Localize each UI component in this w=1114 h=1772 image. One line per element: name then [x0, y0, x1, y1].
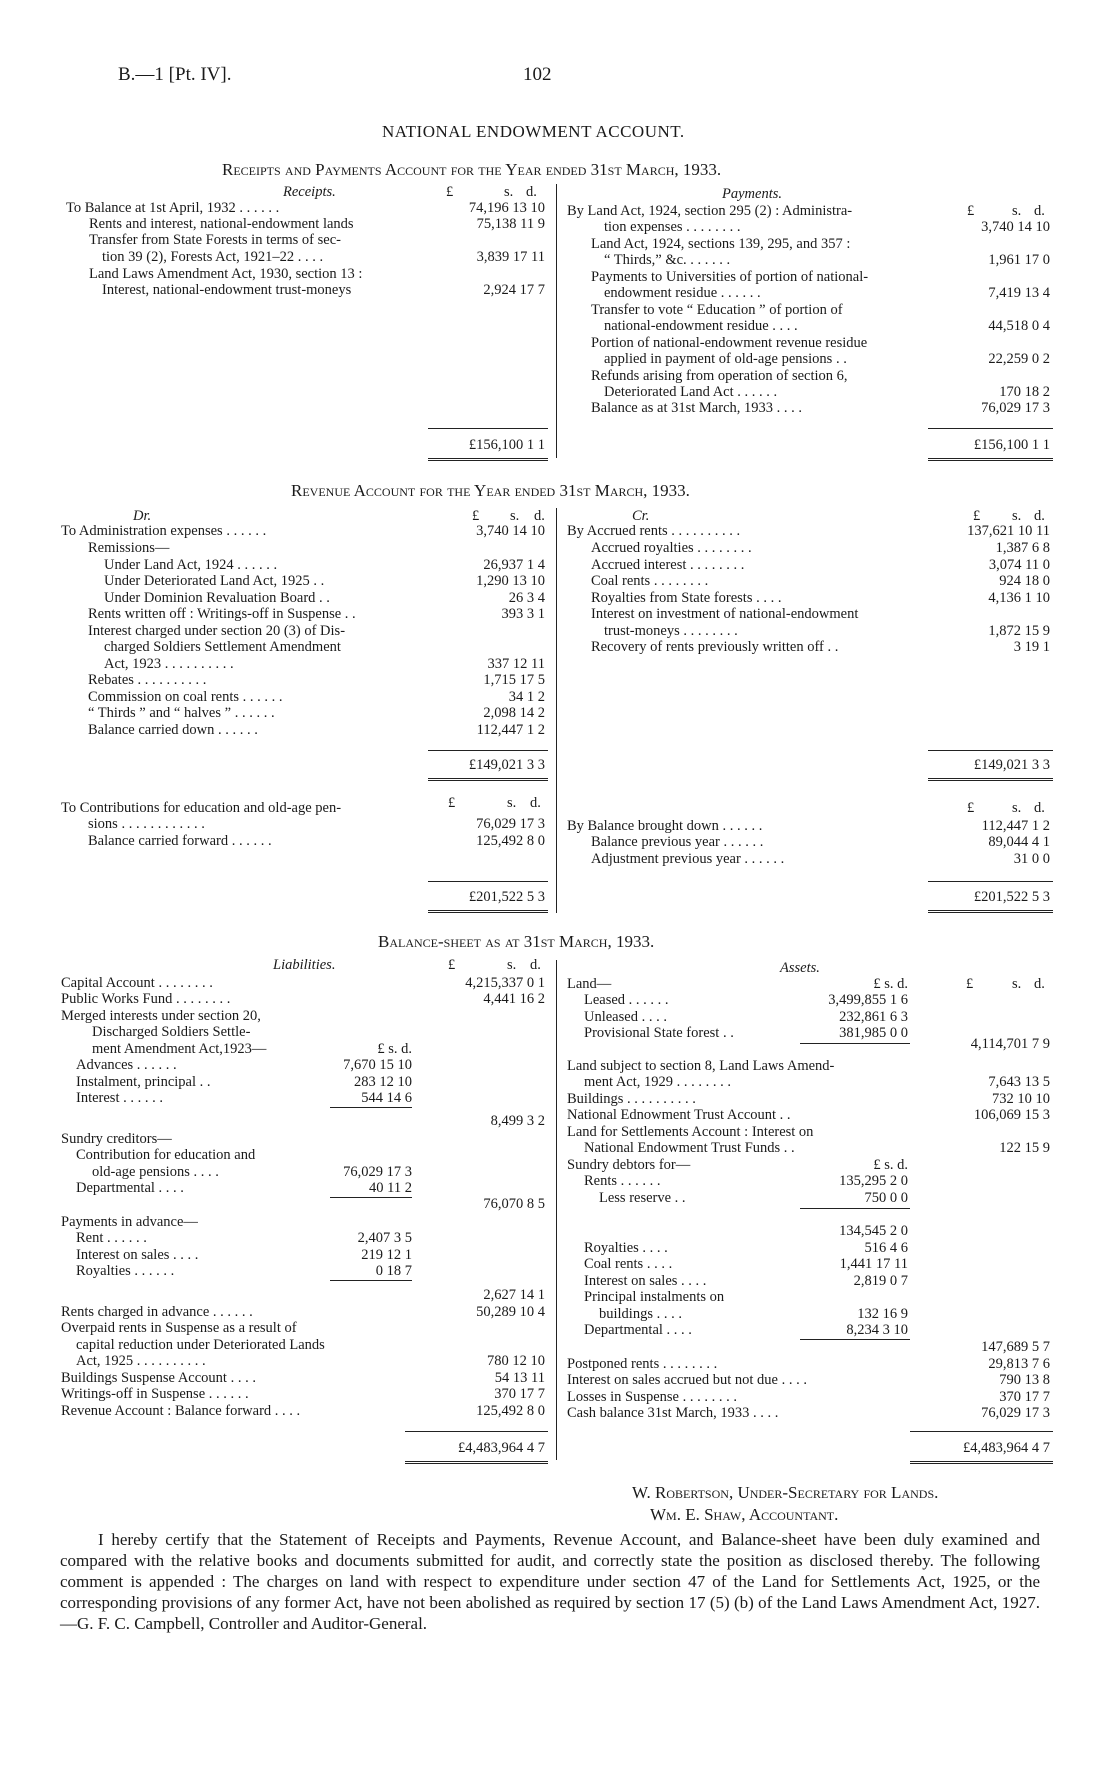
- liability-sub-amount: £ s. d.: [377, 1041, 412, 1057]
- receipt-amount: 75,138 11 9: [476, 216, 545, 232]
- liability-amount: 76,070 8 5: [483, 1196, 545, 1212]
- cr-line: Coal rents . . . . . . . .: [591, 573, 709, 589]
- pence-header: d.: [530, 957, 541, 973]
- asset-line: Principal instalments on: [584, 1289, 725, 1305]
- asset-line: Postponed rents . . . . . . . .: [567, 1356, 718, 1372]
- asset-line: ment Act, 1929 . . . . . . . .: [584, 1074, 732, 1090]
- dr-line: Under Deteriorated Land Act, 1925 . .: [104, 573, 325, 589]
- liability-amount: 4,441 16 2: [483, 991, 545, 1007]
- audit-certificate: I hereby certify that the Statement of Receipts and Payments, Revenue Account, and Balance-sheet have been duly examined and compared with the relative books and documents submitted for audit, and correctly state the position as disclosed thereby. The following comment is appended : The charges on land with respect to expenditure under section 47 of the Land for Settlements Act, 1925, or the corresponding provisions of any former Act, have not been abolished as required by section 17 (5) (b) of the Land Laws Amendment Act, 1927.—G. F. C. Campbell, Controller and Auditor-General.: [60, 1530, 1040, 1633]
- cr2-line: By Balance brought down . . . . . .: [567, 818, 763, 834]
- dr-amount: 3,740 14 10: [476, 523, 545, 539]
- receipt-line: Land Laws Amendment Act, 1930, section 13 :: [89, 266, 363, 282]
- asset-line: Less reserve . .: [599, 1190, 686, 1206]
- liability-sub-amount: 283 12 10: [354, 1074, 412, 1090]
- payment-line: tion expenses . . . . . . . .: [604, 219, 741, 235]
- liability-line: Buildings Suspense Account . . . .: [61, 1370, 256, 1386]
- liability-line: Revenue Account : Balance forward . . . .: [61, 1403, 301, 1419]
- receipt-line: To Balance at 1st April, 1932 . . . . . .: [66, 200, 280, 216]
- liability-sub-amount: 544 14 6: [361, 1090, 412, 1106]
- liability-sub-amount: 0 18 7: [375, 1263, 412, 1279]
- asset-sub-amount: 750 0 0: [864, 1190, 908, 1206]
- cr-amount: 3 19 1: [1013, 639, 1050, 655]
- cr-line: Interest on investment of national-endowment: [591, 606, 859, 622]
- shilling-header: s.: [1012, 203, 1022, 219]
- liability-line: Royalties . . . . . .: [76, 1263, 175, 1279]
- cr-line: By Accrued rents . . . . . . . . . .: [567, 523, 741, 539]
- dr-line: Act, 1923 . . . . . . . . . .: [104, 656, 234, 672]
- liability-amount: 370 17 7: [494, 1386, 545, 1402]
- liability-amount: 54 13 11: [494, 1370, 545, 1386]
- liability-sub-amount: 219 12 1: [361, 1247, 412, 1263]
- liability-line: Contribution for education and: [76, 1147, 256, 1163]
- asset-amount: 147,689 5 7: [981, 1339, 1050, 1355]
- shilling-header: s.: [507, 957, 517, 973]
- asset-sub-amount: 135,295 2 0: [839, 1173, 908, 1189]
- cr-amount: 1,387 6 8: [995, 540, 1050, 556]
- liability-line: capital reduction under Deteriorated Lands: [76, 1337, 325, 1353]
- liability-amount: 4,215,337 0 1: [465, 975, 545, 991]
- cr-line: Accrued royalties . . . . . . . .: [591, 540, 752, 556]
- asset-amount: 7,643 13 5: [988, 1074, 1050, 1090]
- pound-header: £: [448, 795, 456, 811]
- dr-line: Remissions—: [88, 540, 170, 556]
- asset-amount: 76,029 17 3: [981, 1405, 1050, 1421]
- pound-header: £: [967, 203, 975, 219]
- assets-label: Assets.: [780, 960, 820, 976]
- payment-amount: 76,029 17 3: [981, 400, 1050, 416]
- dr-line: Under Dominion Revaluation Board . .: [104, 590, 330, 606]
- dr-line: Rebates . . . . . . . . . .: [88, 672, 207, 688]
- liability-line: Instalment, principal . .: [76, 1074, 211, 1090]
- dr-amount: 1,290 13 10: [476, 573, 545, 589]
- payment-line: Refunds arising from operation of section 6,: [591, 368, 848, 384]
- liability-line: Interest on sales . . . .: [76, 1247, 199, 1263]
- dr-label: Dr.: [133, 508, 152, 524]
- dr-amount: 2,098 14 2: [483, 705, 545, 721]
- dr-line: Interest charged under section 20 (3) of Dis-: [88, 623, 346, 639]
- shilling-header: s.: [1012, 976, 1022, 992]
- liability-line: Writings-off in Suspense . . . . . .: [61, 1386, 249, 1402]
- liability-amount: 125,492 8 0: [476, 1403, 545, 1419]
- receipt-amount: 74,196 13 10: [468, 200, 545, 216]
- pence-header: d.: [530, 795, 541, 811]
- liability-line: Rent . . . . . .: [76, 1230, 147, 1246]
- asset-amount: 29,813 7 6: [988, 1356, 1050, 1372]
- asset-amount: 370 17 7: [999, 1389, 1050, 1405]
- revenue-heading: Revenue Account for the Year ended 31st March, 1933.: [291, 481, 690, 500]
- asset-sub-amount: 2,819 0 7: [853, 1273, 908, 1289]
- asset-line: Provisional State forest . .: [584, 1025, 734, 1041]
- payment-amount: 170 18 2: [999, 384, 1050, 400]
- liability-line: Rents charged in advance . . . . . .: [61, 1304, 253, 1320]
- cr-amount: 137,621 10 11: [967, 523, 1050, 539]
- liability-sub-amount: 7,670 15 10: [343, 1057, 412, 1073]
- liability-amount: 780 12 10: [487, 1353, 545, 1369]
- dr-line: Under Land Act, 1924 . . . . . .: [104, 557, 278, 573]
- payment-line: Payments to Universities of portion of national-: [591, 269, 869, 285]
- payment-amount: 7,419 13 4: [988, 285, 1050, 301]
- asset-line: Departmental . . . .: [584, 1322, 692, 1338]
- liability-amount: 50,289 10 4: [476, 1304, 545, 1320]
- liability-line: Sundry creditors—: [61, 1131, 172, 1147]
- cr-line: Recovery of rents previously written off . .: [591, 639, 839, 655]
- receipt-amount: 3,839 17 11: [476, 249, 545, 265]
- pound-header: £: [472, 508, 480, 524]
- asset-line: Cash balance 31st March, 1933 . . . .: [567, 1405, 779, 1421]
- asset-line: Sundry debtors for—: [567, 1157, 691, 1173]
- dr-amount: 26,937 1 4: [483, 557, 545, 573]
- pound-header: £: [446, 184, 454, 200]
- payment-line: Portion of national-endowment revenue residue: [591, 335, 868, 351]
- cr-amount: 1,872 15 9: [988, 623, 1050, 639]
- payment-line: endowment residue . . . . . .: [604, 285, 761, 301]
- liability-sub-amount: 2,407 3 5: [357, 1230, 412, 1246]
- pence-header: d.: [1034, 508, 1045, 524]
- receipts-payments-heading: Receipts and Payments Account for the Year ended 31st March, 1933.: [222, 160, 722, 179]
- payment-line: national-endowment residue . . . .: [604, 318, 798, 334]
- payment-line: applied in payment of old-age pensions . .: [604, 351, 847, 367]
- liabilities-total: £4,483,964 4 7: [458, 1440, 545, 1456]
- shilling-header: s.: [507, 795, 517, 811]
- dr-amount: 112,447 1 2: [476, 722, 545, 738]
- pound-header: £: [973, 508, 981, 524]
- asset-line: buildings . . . .: [599, 1306, 682, 1322]
- dr-total: £149,021 3 3: [468, 757, 545, 773]
- asset-sub-amount: 134,545 2 0: [839, 1223, 908, 1239]
- dr2-line: sions . . . . . . . . . . . .: [88, 816, 205, 832]
- pence-header: d.: [534, 508, 545, 524]
- asset-line: Royalties . . . .: [584, 1240, 668, 1256]
- pound-header: £: [966, 976, 974, 992]
- liability-line: Overpaid rents in Suspense as a result of: [61, 1320, 297, 1336]
- asset-line: Land subject to section 8, Land Laws Amend-: [567, 1058, 835, 1074]
- payment-line: Land Act, 1924, sections 139, 295, and 357 :: [591, 236, 851, 252]
- signature-accountant: Wm. E. Shaw, Accountant.: [650, 1505, 839, 1524]
- receipt-line: Rents and interest, national-endowment lands: [89, 216, 354, 232]
- asset-line: Interest on sales . . . .: [584, 1273, 707, 1289]
- asset-amount: 122 15 9: [999, 1140, 1050, 1156]
- asset-sub-amount: £ s. d.: [873, 1157, 908, 1173]
- asset-amount: 4,114,701 7 9: [970, 1036, 1050, 1052]
- liability-line: Payments in advance—: [61, 1214, 198, 1230]
- payment-amount: 22,259 0 2: [988, 351, 1050, 367]
- cr2-amount: 112,447 1 2: [981, 818, 1050, 834]
- dr2-amount: 76,029 17 3: [476, 816, 545, 832]
- dr-line: “ Thirds ” and “ halves ” . . . . . .: [88, 705, 275, 721]
- asset-line: Buildings . . . . . . . . . .: [567, 1091, 696, 1107]
- cr-total: £149,021 3 3: [973, 757, 1050, 773]
- payment-amount: 44,518 0 4: [988, 318, 1050, 334]
- asset-line: Losses in Suspense . . . . . . . .: [567, 1389, 737, 1405]
- pence-header: d.: [526, 184, 537, 200]
- cr-amount: 3,074 11 0: [988, 557, 1050, 573]
- dr2-line: To Contributions for education and old-age pen-: [61, 800, 342, 816]
- liabilities-label: Liabilities.: [273, 957, 336, 973]
- liability-line: Public Works Fund . . . . . . . .: [61, 991, 231, 1007]
- receipt-line: tion 39 (2), Forests Act, 1921–22 . . . .: [102, 249, 324, 265]
- asset-line: Land for Settlements Account : Interest on: [567, 1124, 814, 1140]
- asset-line: Unleased . . . .: [584, 1009, 667, 1025]
- shilling-header: s.: [1012, 800, 1022, 816]
- liability-amount: 2,627 14 1: [483, 1287, 545, 1303]
- liability-line: ment Amendment Act,1923—: [92, 1041, 267, 1057]
- asset-line: National Ednowment Trust Account . .: [567, 1107, 791, 1123]
- dr-line: Commission on coal rents . . . . . .: [88, 689, 283, 705]
- asset-sub-amount: 8,234 3 10: [846, 1322, 908, 1338]
- dr2-line: Balance carried forward . . . . . .: [88, 833, 272, 849]
- dr-line: To Administration expenses . . . . . .: [61, 523, 267, 539]
- payments-label: Payments.: [722, 186, 782, 202]
- asset-line: Interest on sales accrued but not due . . . .: [567, 1372, 807, 1388]
- dr-amount: 26 3 4: [508, 590, 545, 606]
- liability-amount: 8,499 3 2: [490, 1113, 545, 1129]
- pound-header: £: [967, 800, 975, 816]
- pence-header: d.: [1034, 800, 1045, 816]
- asset-amount: 790 13 8: [999, 1372, 1050, 1388]
- liability-sub-amount: 76,029 17 3: [343, 1164, 412, 1180]
- dr2-amount: 125,492 8 0: [476, 833, 545, 849]
- dr2-total: £201,522 5 3: [468, 889, 545, 905]
- pence-header: d.: [1034, 203, 1045, 219]
- signature-under-secretary: W. Robertson, Under-Secretary for Lands.: [632, 1483, 939, 1502]
- liability-line: Advances . . . . . .: [76, 1057, 177, 1073]
- cr-line: Royalties from State forests . . . .: [591, 590, 782, 606]
- asset-sub-amount: 132 16 9: [857, 1306, 908, 1322]
- liability-line: old-age pensions . . . .: [92, 1164, 219, 1180]
- liability-line: Interest . . . . . .: [76, 1090, 163, 1106]
- cr2-line: Adjustment previous year . . . . . .: [591, 851, 785, 867]
- payment-line: Deteriorated Land Act . . . . . .: [604, 384, 778, 400]
- payment-amount: 1,961 17 0: [988, 252, 1050, 268]
- payment-line: Transfer to vote “ Education ” of portion of: [591, 302, 843, 318]
- shilling-header: s.: [504, 184, 514, 200]
- asset-amount: 106,069 15 3: [973, 1107, 1050, 1123]
- dr-line: Rents written off : Writings-off in Suspense . .: [88, 606, 356, 622]
- dr-amount: 337 12 11: [487, 656, 545, 672]
- asset-sub-amount: £ s. d.: [873, 976, 908, 992]
- dr-line: Balance carried down . . . . . .: [88, 722, 258, 738]
- payment-line: By Land Act, 1924, section 295 (2) : Administra-: [567, 203, 853, 219]
- pence-header: d.: [1034, 976, 1045, 992]
- asset-amount: 732 10 10: [992, 1091, 1050, 1107]
- balance-sheet-heading: Balance-sheet as at 31st March, 1933.: [378, 932, 655, 951]
- assets-total: £4,483,964 4 7: [963, 1440, 1050, 1456]
- asset-line: National Endowment Trust Funds . .: [584, 1140, 795, 1156]
- asset-line: Leased . . . . . .: [584, 992, 669, 1008]
- receipts-label: Receipts.: [283, 184, 336, 200]
- cr-label: Cr.: [632, 508, 650, 524]
- asset-line: Land—: [567, 976, 612, 992]
- pound-header: £: [448, 957, 456, 973]
- cr2-amount: 31 0 0: [1013, 851, 1050, 867]
- asset-line: Coal rents . . . .: [584, 1256, 673, 1272]
- cr-amount: 4,136 1 10: [988, 590, 1050, 606]
- receipt-line: Transfer from State Forests in terms of sec-: [89, 232, 341, 248]
- payment-line: “ Thirds,” &c. . . . . . .: [604, 252, 731, 268]
- payments-total: £156,100 1 1: [973, 437, 1050, 453]
- liability-sub-amount: 40 11 2: [369, 1180, 412, 1196]
- payment-amount: 3,740 14 10: [981, 219, 1050, 235]
- shilling-header: s.: [510, 508, 520, 524]
- page-number: 102: [523, 64, 552, 85]
- cr2-amount: 89,044 4 1: [988, 834, 1050, 850]
- dr-amount: 393 3 1: [501, 606, 545, 622]
- dr-line: charged Soldiers Settlement Amendment: [104, 639, 341, 655]
- asset-sub-amount: 3,499,855 1 6: [828, 992, 908, 1008]
- receipt-amount: 2,924 17 7: [483, 282, 545, 298]
- liability-line: Act, 1925 . . . . . . . . . .: [76, 1353, 206, 1369]
- liability-line: Merged interests under section 20,: [61, 1008, 261, 1024]
- liability-line: Capital Account . . . . . . . .: [61, 975, 213, 991]
- asset-sub-amount: 232,861 6 3: [839, 1009, 908, 1025]
- payment-line: Balance as at 31st March, 1933 . . . .: [591, 400, 803, 416]
- liability-line: Discharged Soldiers Settle-: [92, 1024, 251, 1040]
- asset-sub-amount: 516 4 6: [864, 1240, 908, 1256]
- cr2-total: £201,522 5 3: [973, 889, 1050, 905]
- receipts-total: £156,100 1 1: [468, 437, 545, 453]
- page-title: NATIONAL ENDOWMENT ACCOUNT.: [382, 122, 685, 141]
- cr-line: Accrued interest . . . . . . . .: [591, 557, 745, 573]
- cr2-line: Balance previous year . . . . . .: [591, 834, 764, 850]
- dr-amount: 34 1 2: [508, 689, 545, 705]
- cr-amount: 924 18 0: [999, 573, 1050, 589]
- shilling-header: s.: [1012, 508, 1022, 524]
- liability-line: Departmental . . . .: [76, 1180, 184, 1196]
- receipt-line: Interest, national-endowment trust-moneys: [102, 282, 352, 298]
- asset-sub-amount: 381,985 0 0: [839, 1025, 908, 1041]
- asset-sub-amount: 1,441 17 11: [839, 1256, 908, 1272]
- cr-line: trust-moneys . . . . . . . .: [604, 623, 738, 639]
- dr-amount: 1,715 17 5: [483, 672, 545, 688]
- asset-line: Rents . . . . . .: [584, 1173, 661, 1189]
- document-reference: B.—1 [Pt. IV].: [118, 64, 232, 85]
